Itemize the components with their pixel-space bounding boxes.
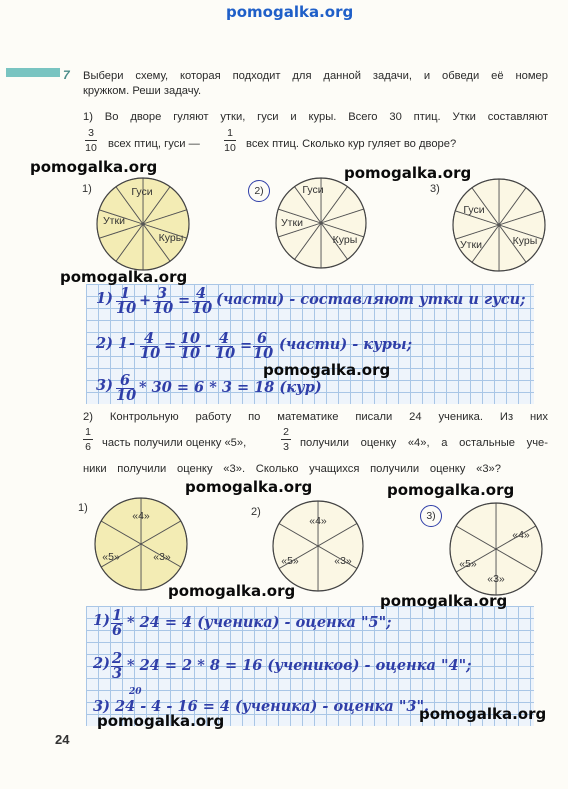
watermark[interactable]: pomogalka.org xyxy=(60,268,188,286)
pie2-label-hens: Куры xyxy=(332,234,358,246)
p2-s2-text: * 24 = 2 * 8 = 16 (учеников) - оценка "4"; xyxy=(127,657,472,674)
pie3-label-ducks: Утки xyxy=(460,239,482,251)
problem2-fraction-four: 2 3 xyxy=(281,426,291,453)
watermark[interactable]: pomogalka.org xyxy=(344,164,472,182)
p1-s3-text: * 30 = 6 * 3 = 18 (кур) xyxy=(139,379,322,396)
p1-s1-frac-2: 3 10 xyxy=(153,285,174,317)
pie5-label-4: «4» xyxy=(309,515,327,527)
p1-s1-prefix: 1) xyxy=(96,290,113,307)
task-number: 7 xyxy=(63,68,70,82)
watermark-top[interactable]: pomogalka.org xyxy=(226,3,354,21)
watermark[interactable]: pomogalka.org xyxy=(380,592,508,610)
problem2-option-1-label: 1) xyxy=(78,502,88,514)
watermark[interactable]: pomogalka.org xyxy=(185,478,313,496)
problem1-fraction-geese: 1 10 xyxy=(224,127,236,154)
watermark[interactable]: pomogalka.org xyxy=(387,481,515,499)
problem2-pie-3 xyxy=(449,502,543,596)
pie6-label-3: «3» xyxy=(487,573,505,585)
p2-s2-prefix: 2) xyxy=(93,655,110,672)
page-number: 24 xyxy=(55,732,70,747)
p1-s1-frac-3: 4 10 xyxy=(192,285,213,317)
problem1-text-b: всех птиц. Сколько кур гуляет во дворе? xyxy=(246,138,457,150)
pie2-label-ducks: Утки xyxy=(281,217,303,229)
p1-s2-frac-3: 4 10 xyxy=(215,330,236,362)
problem1-fraction-ducks: 3 10 xyxy=(85,127,97,154)
problem2-line-1: 2) Контрольную работу по математике писали 24 ученика. Из них xyxy=(83,411,548,423)
p1-s2-minus-1: - xyxy=(129,335,136,352)
p2-s3-text: 3) 24 - 4 - 16 = 4 (ученика) - оценка "3". xyxy=(93,698,430,715)
problem2-text-b: получили оценку «4», а остальные уче- xyxy=(300,437,548,449)
problem2-fraction-five: 1 6 xyxy=(83,426,93,453)
p2-s1-prefix: 1) xyxy=(93,612,110,629)
p2-s3-superscript: 20 xyxy=(129,687,142,697)
p1-s2-frac-4: 6 10 xyxy=(253,330,274,362)
watermark[interactable]: pomogalka.org xyxy=(30,158,158,176)
p1-s1-text: (части) - составляют утки и гуси; xyxy=(216,291,526,308)
p1-s1-eq: = xyxy=(178,292,191,309)
watermark[interactable]: pomogalka.org xyxy=(168,582,296,600)
pie3-label-geese: Гуси xyxy=(463,204,485,216)
problem1-option-3-label: 3) xyxy=(430,183,440,195)
pie1-label-ducks: Утки xyxy=(103,215,125,227)
problem2-text-a: часть получили оценку «5», xyxy=(102,437,247,449)
problem2-pie-1 xyxy=(94,497,188,591)
pie4-label-5: «5» xyxy=(102,551,120,563)
p1-s2-eq-2: = xyxy=(240,337,253,354)
problem1-pie-3 xyxy=(452,178,546,272)
task-marker-bar xyxy=(6,68,60,77)
p1-s2-text: (части) - куры; xyxy=(279,336,413,353)
pie5-label-5: «5» xyxy=(281,555,299,567)
problem1-pie-2 xyxy=(275,177,367,269)
p1-s2-frac-1: 4 10 xyxy=(140,330,161,362)
watermark[interactable]: pomogalka.org xyxy=(419,705,547,723)
problem1-line-1: 1) Во дворе гуляют утки, гуси и куры. Всего 30 птиц. Утки составляют xyxy=(83,111,548,123)
p1-s1-plus: + xyxy=(139,292,152,309)
problem1-option-2-circled: 2) xyxy=(248,180,270,202)
p1-s3-frac: 6 10 xyxy=(116,372,137,404)
problem2-line-3: ники получили оценку «3». Сколько учащихся получили оценку «3»? xyxy=(83,463,501,475)
pie3-label-hens: Куры xyxy=(512,235,538,247)
p2-s2-frac: 2 3 xyxy=(111,650,123,682)
p1-s2-frac-2: 10 10 xyxy=(179,330,201,362)
instruction-line-1: Выбери схему, которая подходит для данной задачи, и обведи её номер xyxy=(83,70,548,82)
problem2-pie-2 xyxy=(272,500,364,592)
watermark[interactable]: pomogalka.org xyxy=(263,361,391,379)
pie5-label-3: «3» xyxy=(334,555,352,567)
problem2-option-2-label: 2) xyxy=(251,506,261,518)
watermark[interactable]: pomogalka.org xyxy=(97,712,225,730)
problem1-option-1-label: 1) xyxy=(82,183,92,195)
pie4-label-4: «4» xyxy=(132,510,150,522)
p2-s1-text: * 24 = 4 (ученика) - оценка "5"; xyxy=(127,614,392,631)
p1-s3-prefix: 3) xyxy=(96,377,113,394)
pie1-label-hens: Куры xyxy=(158,232,184,244)
pie4-label-3: «3» xyxy=(153,551,171,563)
pie6-label-4: «4» xyxy=(512,529,530,541)
problem1-text-a: всех птиц, гуси — xyxy=(108,138,200,150)
problem2-option-3-circled: 3) xyxy=(420,505,442,527)
pie6-label-5: «5» xyxy=(459,558,477,570)
p1-s2-prefix: 2) 1 xyxy=(96,335,129,352)
pie2-label-geese: Гуси xyxy=(302,184,324,196)
p1-s2-eq-1: = xyxy=(164,337,177,354)
problem1-pie-1 xyxy=(96,177,190,271)
instruction-line-2: кружком. Реши задачу. xyxy=(83,85,202,97)
p2-s1-frac: 1 6 xyxy=(111,607,123,639)
p1-s2-minus-2: - xyxy=(205,337,212,354)
p1-s1-frac-1: 1 10 xyxy=(116,285,137,317)
pie1-label-geese: Гуси xyxy=(131,186,153,198)
